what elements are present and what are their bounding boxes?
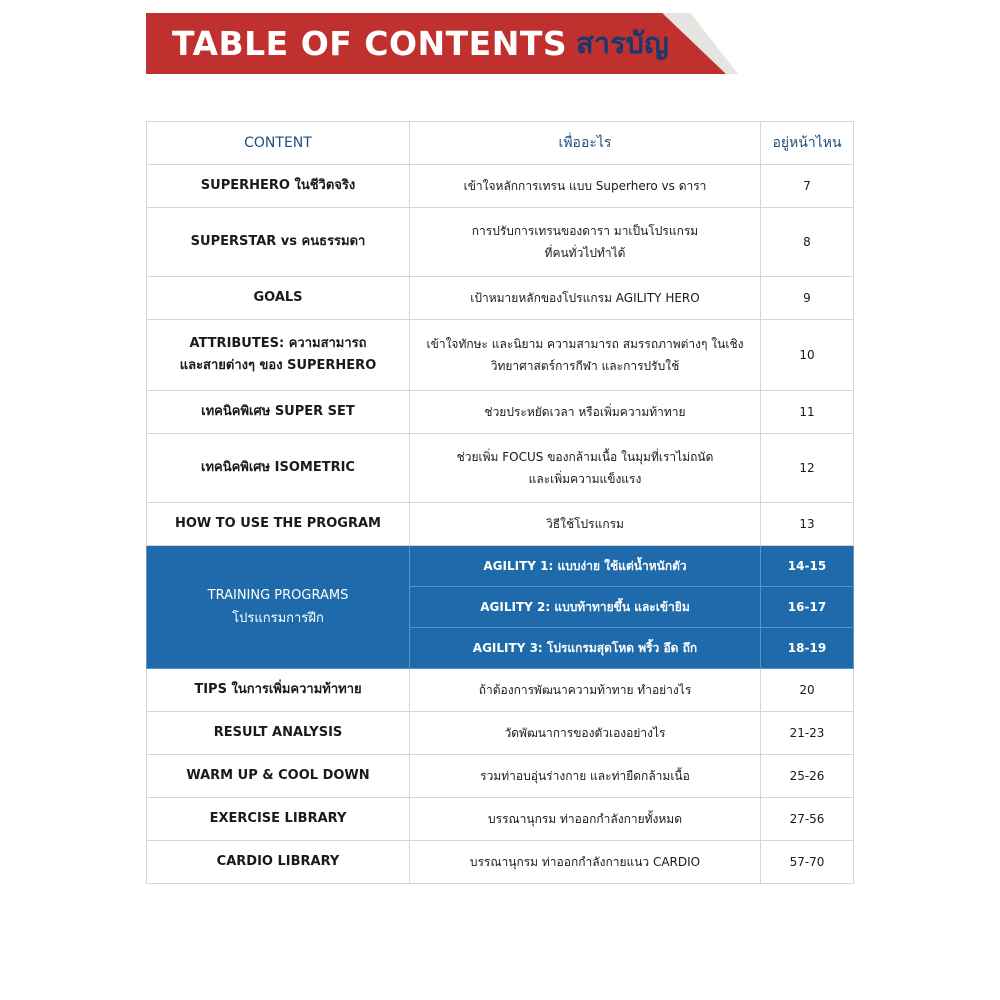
row-purpose: การปรับการเทรนของดารา มาเป็นโปรแกรม ที่คนทั่วไปทำได้ <box>410 208 761 277</box>
row-page: 8 <box>761 208 854 277</box>
row-page: 27-56 <box>761 798 854 841</box>
table-row <box>147 391 854 434</box>
row-page: 7 <box>761 165 854 208</box>
row-page: 9 <box>761 277 854 320</box>
table-row <box>147 434 854 503</box>
row-purpose: ช่วยประหยัดเวลา หรือเพิ่มความท้าทาย <box>410 391 761 434</box>
table-row <box>147 320 854 391</box>
row-content: เทคนิคพิเศษ ISOMETRIC <box>147 434 410 503</box>
row-purpose: บรรณานุกรม ท่าออกกำลังกายแนว CARDIO <box>410 841 761 884</box>
row-page: 13 <box>761 503 854 546</box>
training-programs-label: TRAINING PROGRAMS โปรแกรมการฝึก <box>147 546 410 669</box>
table-row <box>147 841 854 884</box>
row-content: SUPERHERO ในชีวิตจริง <box>147 165 410 208</box>
training-item-purpose: AGILITY 2: แบบท้าทายขึ้น และเข้ายิม <box>410 587 761 628</box>
page-title: TABLE OF CONTENTS <box>172 24 568 63</box>
row-content: เทคนิคพิเศษ SUPER SET <box>147 391 410 434</box>
row-content: WARM UP & COOL DOWN <box>147 755 410 798</box>
row-purpose: เข้าใจหลักการเทรน แบบ Superhero vs ดารา <box>410 165 761 208</box>
row-purpose: รวมท่าอบอุ่นร่างกาย และท่ายืดกล้ามเนื้อ <box>410 755 761 798</box>
table-header-row <box>147 122 854 165</box>
column-header-purpose: เพื่ออะไร <box>410 122 761 165</box>
training-item-page: 18-19 <box>761 628 854 669</box>
page-title-thai: สารบัญ <box>576 26 669 60</box>
row-purpose: เป้าหมายหลักของโปรแกรม AGILITY HERO <box>410 277 761 320</box>
training-item-page: 16-17 <box>761 587 854 628</box>
row-page: 11 <box>761 391 854 434</box>
row-page: 20 <box>761 669 854 712</box>
row-content: EXERCISE LIBRARY <box>147 798 410 841</box>
row-content: GOALS <box>147 277 410 320</box>
table-row <box>147 712 854 755</box>
table-row <box>147 208 854 277</box>
training-item-purpose: AGILITY 3: โปรแกรมสุดโหด พริ้ว อึด ถึก <box>410 628 761 669</box>
column-header-content: CONTENT <box>147 122 410 165</box>
table-row <box>147 503 854 546</box>
contents-table <box>146 121 854 884</box>
table-row <box>147 669 854 712</box>
row-content: CARDIO LIBRARY <box>147 841 410 884</box>
row-purpose: วัดพัฒนาการของตัวเองอย่างไร <box>410 712 761 755</box>
training-item-page: 14-15 <box>761 546 854 587</box>
row-content: RESULT ANALYSIS <box>147 712 410 755</box>
table-row <box>147 165 854 208</box>
training-item-purpose: AGILITY 1: แบบง่าย ใช้แต่น้ำหนักตัว <box>410 546 761 587</box>
row-page: 10 <box>761 320 854 391</box>
row-content: ATTRIBUTES: ความสามารถ และสายต่างๆ ของ SUPERHERO <box>147 320 410 391</box>
row-page: 25-26 <box>761 755 854 798</box>
row-page: 57-70 <box>761 841 854 884</box>
row-purpose: บรรณานุกรม ท่าออกกำลังกายทั้งหมด <box>410 798 761 841</box>
row-page: 21-23 <box>761 712 854 755</box>
table-row <box>147 798 854 841</box>
row-purpose: ช่วยเพิ่ม FOCUS ของกล้ามเนื้อ ในมุมที่เราไม่ถนัด และเพิ่มความแข็งแรง <box>410 434 761 503</box>
training-row <box>147 546 854 587</box>
table-row <box>147 755 854 798</box>
row-purpose: วิธีใช้โปรแกรม <box>410 503 761 546</box>
row-purpose: เข้าใจทักษะ และนิยาม ความสามารถ สมรรถภาพต่างๆ ในเชิง วิทยาศาสตร์การกีฬา และการปรับใช้ <box>410 320 761 391</box>
table-row <box>147 277 854 320</box>
row-content: SUPERSTAR vs คนธรรมดา <box>147 208 410 277</box>
header-banner <box>146 13 738 74</box>
row-content: HOW TO USE THE PROGRAM <box>147 503 410 546</box>
row-page: 12 <box>761 434 854 503</box>
row-content: TIPS ในการเพิ่มความท้าทาย <box>147 669 410 712</box>
column-header-page: อยู่หน้าไหน <box>761 122 854 165</box>
row-purpose: ถ้าต้องการพัฒนาความท้าทาย ทำอย่างไร <box>410 669 761 712</box>
